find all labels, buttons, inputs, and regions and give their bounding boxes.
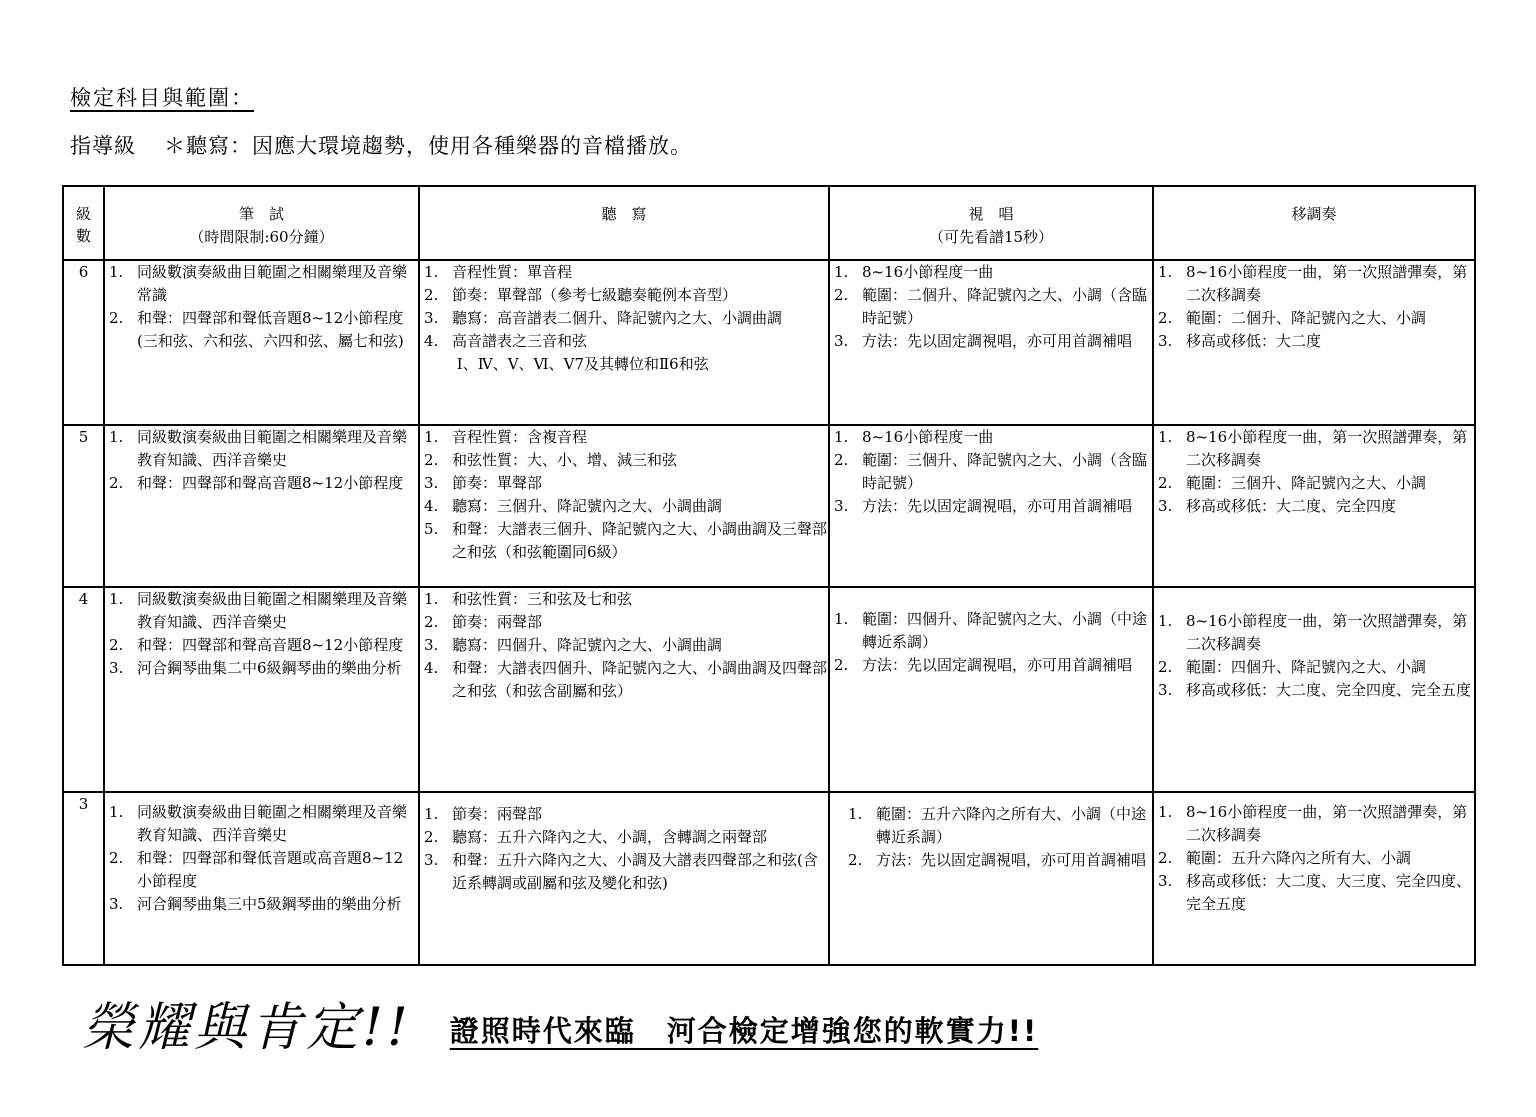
transposition-cell — [1153, 425, 1475, 587]
list-item: 4. 和聲：大譜表四個升、降記號內之大、小調曲調及四聲部之和弦（和弦含副屬和弦） — [424, 659, 828, 700]
sight-singing-cell — [829, 792, 1153, 965]
list-item: 1. 8~16小節程度一曲，第一次照譜彈奏，第二次移調奏 — [1158, 263, 1468, 304]
level-cell: 3 — [63, 792, 104, 965]
header-level-label: 級數 — [75, 205, 91, 245]
list-item: 5. 和聲：大譜表三個升、降記號內之大、小調曲調及三聲部之和弦（和弦範圍同6級） — [424, 520, 828, 561]
list-item: 2. 和聲：四聲部和聲低音題8~12小節程度(三和弦、六和弦、六四和弦、屬七和弦) — [109, 309, 404, 350]
written-cell — [104, 425, 419, 587]
section-title: 檢定科目與範圍： — [70, 86, 254, 110]
written-cell — [104, 587, 419, 792]
list-item: 3. 和聲：五升六降內之大、小調及大譜表四聲部之和弦(含近系轉調或副屬和弦及變化和弦) — [424, 851, 818, 892]
transposition-cell — [1153, 260, 1475, 425]
list-item: 1. 同級數演奏級曲目範圍之相關樂理及音樂教育知識、西洋音樂史 — [109, 803, 408, 844]
list-item: 3. 方法：先以固定調視唱，亦可用首調補唱 — [834, 332, 1133, 350]
header-sight-singing-sub: （可先看譜15秒） — [928, 228, 1054, 246]
list-item: 3. 移高或移低：大二度、大三度、完全四度、完全五度 — [1158, 872, 1472, 913]
list-item: 2. 和弦性質：大、小、增、減三和弦 — [424, 451, 678, 469]
list-item: 1. 8~16小節程度一曲 — [834, 263, 994, 281]
list-item: 1. 音程性質：含複音程 — [424, 428, 588, 446]
level-cell: 6 — [63, 260, 104, 425]
list-item: 1. 8~16小節程度一曲 — [834, 428, 994, 446]
level-line — [70, 130, 692, 160]
sight-singing-cell — [829, 587, 1153, 792]
list-item: 1. 同級數演奏級曲目範圍之相關樂理及音樂教育知識、西洋音樂史 — [109, 590, 408, 631]
sight-singing-cell — [829, 425, 1153, 587]
list-item: 2. 方法：先以固定調視唱，亦可用首調補唱 — [834, 656, 1133, 674]
list-item: 1. 同級數演奏級曲目範圍之相關樂理及音樂常識 — [109, 263, 408, 304]
header-dictation-title: 聽 寫 — [601, 205, 647, 223]
list-item: 2. 和聲：四聲部和聲高音題8~12小節程度 — [109, 474, 404, 492]
table-header-row — [63, 186, 1475, 260]
list-item: 1. 音程性質：單音程 — [424, 263, 573, 281]
table-row — [63, 587, 1475, 792]
header-level — [63, 186, 104, 260]
header-written — [104, 186, 419, 260]
list-item: 1. 8~16小節程度一曲，第一次照譜彈奏，第二次移調奏 — [1158, 803, 1468, 844]
sight-singing-cell — [829, 260, 1153, 425]
list-item: 2. 範圍：三個升、降記號內之大、小調（含臨時記號） — [834, 451, 1148, 492]
list-item: 2. 範圍：五升六降內之所有大、小調 — [1158, 849, 1412, 867]
list-item: 4. 高音譜表之三音和弦 Ⅰ、Ⅳ、Ⅴ、Ⅵ、Ⅴ7及其轉位和Ⅱ6和弦 — [424, 332, 709, 373]
table-row — [63, 792, 1475, 965]
header-sight-singing-title: 視 唱 — [968, 205, 1014, 223]
list-item: 1. 節奏：兩聲部 — [424, 805, 543, 823]
list-item: 3. 移高或移低：大二度、完全四度、完全五度 — [1158, 681, 1472, 699]
list-item: 2. 範圍：四個升、降記號內之大、小調 — [1158, 658, 1427, 676]
dictation-cell — [419, 587, 829, 792]
syllabus-table — [62, 185, 1476, 966]
list-item: 2. 聽寫：五升六降內之大、小調，含轉調之兩聲部 — [424, 828, 768, 846]
list-item: 2. 和聲：四聲部和聲高音題8~12小節程度 — [109, 636, 404, 654]
footer-slogan — [82, 985, 1038, 1060]
list-item: 2. 和聲：四聲部和聲低音題或高音題8~12小節程度 — [109, 849, 404, 890]
written-cell — [104, 792, 419, 965]
list-item: 3. 移高或移低：大二度、完全四度 — [1158, 497, 1397, 515]
header-written-sub: （時間限制:60分鐘） — [189, 228, 334, 246]
list-item: 3. 移高或移低：大二度 — [1158, 332, 1322, 350]
list-item: 3. 節奏：單聲部 — [424, 474, 543, 492]
header-dictation — [419, 186, 829, 260]
table-row — [63, 260, 1475, 425]
level-cell: 4 — [63, 587, 104, 792]
list-item: 2. 範圍：二個升、降記號內之大、小調 — [1158, 309, 1427, 327]
header-transposition — [1153, 186, 1475, 260]
list-item: 3. 方法：先以固定調視唱，亦可用首調補唱 — [834, 497, 1133, 515]
list-item: 2. 方法：先以固定調視唱，亦可用首調補唱 — [848, 851, 1147, 869]
header-transposition-title: 移調奏 — [1291, 205, 1337, 223]
transposition-cell — [1153, 792, 1475, 965]
slogan-main: 榮耀與肯定!! — [82, 998, 412, 1058]
list-item: 1. 8~16小節程度一曲，第一次照譜彈奏，第二次移調奏 — [1158, 428, 1468, 469]
list-item: 1. 同級數演奏級曲目範圍之相關樂理及音樂教育知識、西洋音樂史 — [109, 428, 408, 469]
list-item: 3. 聽寫：高音譜表二個升、降記號內之大、小調曲調 — [424, 309, 783, 327]
list-item: 3. 河合鋼琴曲集二中6級鋼琴曲的樂曲分析 — [109, 659, 402, 677]
list-item: 1. 和弦性質：三和弦及七和弦 — [424, 590, 633, 608]
list-item: 1. 8~16小節程度一曲，第一次照譜彈奏，第二次移調奏 — [1158, 612, 1468, 653]
dictation-cell — [419, 260, 829, 425]
list-item: 1. 範圍：五升六降內之所有大、小調（中途轉近系調） — [848, 805, 1147, 846]
list-item: 2. 範圍：二個升、降記號內之大、小調（含臨時記號） — [834, 286, 1148, 327]
table-row — [63, 425, 1475, 587]
dictation-note: ＊聽寫：因應大環境趨勢，使用各種樂器的音檔播放。 — [164, 134, 692, 158]
list-item: 3. 聽寫：四個升、降記號內之大、小調曲調 — [424, 636, 723, 654]
list-item: 1. 範圍：四個升、降記號內之大、小調（中途轉近系調） — [834, 610, 1148, 651]
list-item: 3. 河合鋼琴曲集三中5級鋼琴曲的樂曲分析 — [109, 895, 402, 913]
list-item: 2. 範圍：三個升、降記號內之大、小調 — [1158, 474, 1427, 492]
list-item: 2. 節奏：兩聲部 — [424, 613, 543, 631]
header-sight-singing — [829, 186, 1153, 260]
written-cell — [104, 260, 419, 425]
list-item: 2. 節奏：單聲部（參考七級聽奏範例本音型） — [424, 286, 738, 304]
list-item: 4. 聽寫：三個升、降記號內之大、小調曲調 — [424, 497, 723, 515]
level-name: 指導級 — [70, 134, 136, 158]
level-cell: 5 — [63, 425, 104, 587]
transposition-cell — [1153, 587, 1475, 792]
dictation-cell — [419, 425, 829, 587]
dictation-cell — [419, 792, 829, 965]
slogan-sub: 證照時代來臨 河合檢定增強您的軟實力!! — [449, 1014, 1039, 1048]
header-written-title: 筆 試 — [238, 205, 284, 223]
